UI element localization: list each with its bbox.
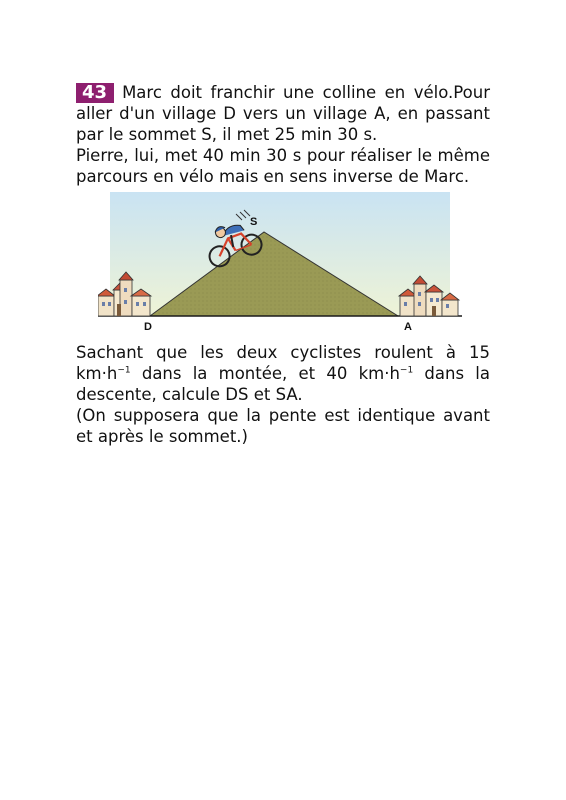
hill-figure — [98, 192, 462, 338]
label-village-a: A — [404, 321, 412, 333]
question-part-3: dans la descente, calcule DS et SA. — [76, 364, 490, 404]
question-part-2: dans la montée, et 40 km·h — [130, 364, 400, 383]
exercise-question — [76, 342, 490, 447]
question-text — [76, 342, 490, 405]
exercise-statement — [76, 82, 490, 187]
intro-text-pierre: Pierre, lui, met 40 min 30 s pour réaliser le même parcours en vélo mais en sens inverse de Marc. — [76, 146, 490, 186]
question-part-1: Sachant que les deux cyclistes roulent à 15 km·h — [76, 343, 490, 383]
label-village-d: D — [144, 321, 152, 333]
hill-illustration — [98, 192, 462, 338]
unit-exponent-2: −1 — [399, 365, 414, 376]
exercise-intro — [76, 82, 490, 145]
question-note: (On supposera que la pente est identique avant et après le sommet.) — [76, 406, 490, 446]
unit-exponent-1: −1 — [117, 365, 131, 376]
exercise-number-badge: 43 — [76, 83, 114, 103]
label-summit-s: S — [250, 216, 258, 228]
intro-text-marc: Marc doit franchir une colline en vélo.Pour aller d'un village D vers un village A, en passant par le sommet S, il met 25 min 30 s. — [76, 83, 490, 144]
